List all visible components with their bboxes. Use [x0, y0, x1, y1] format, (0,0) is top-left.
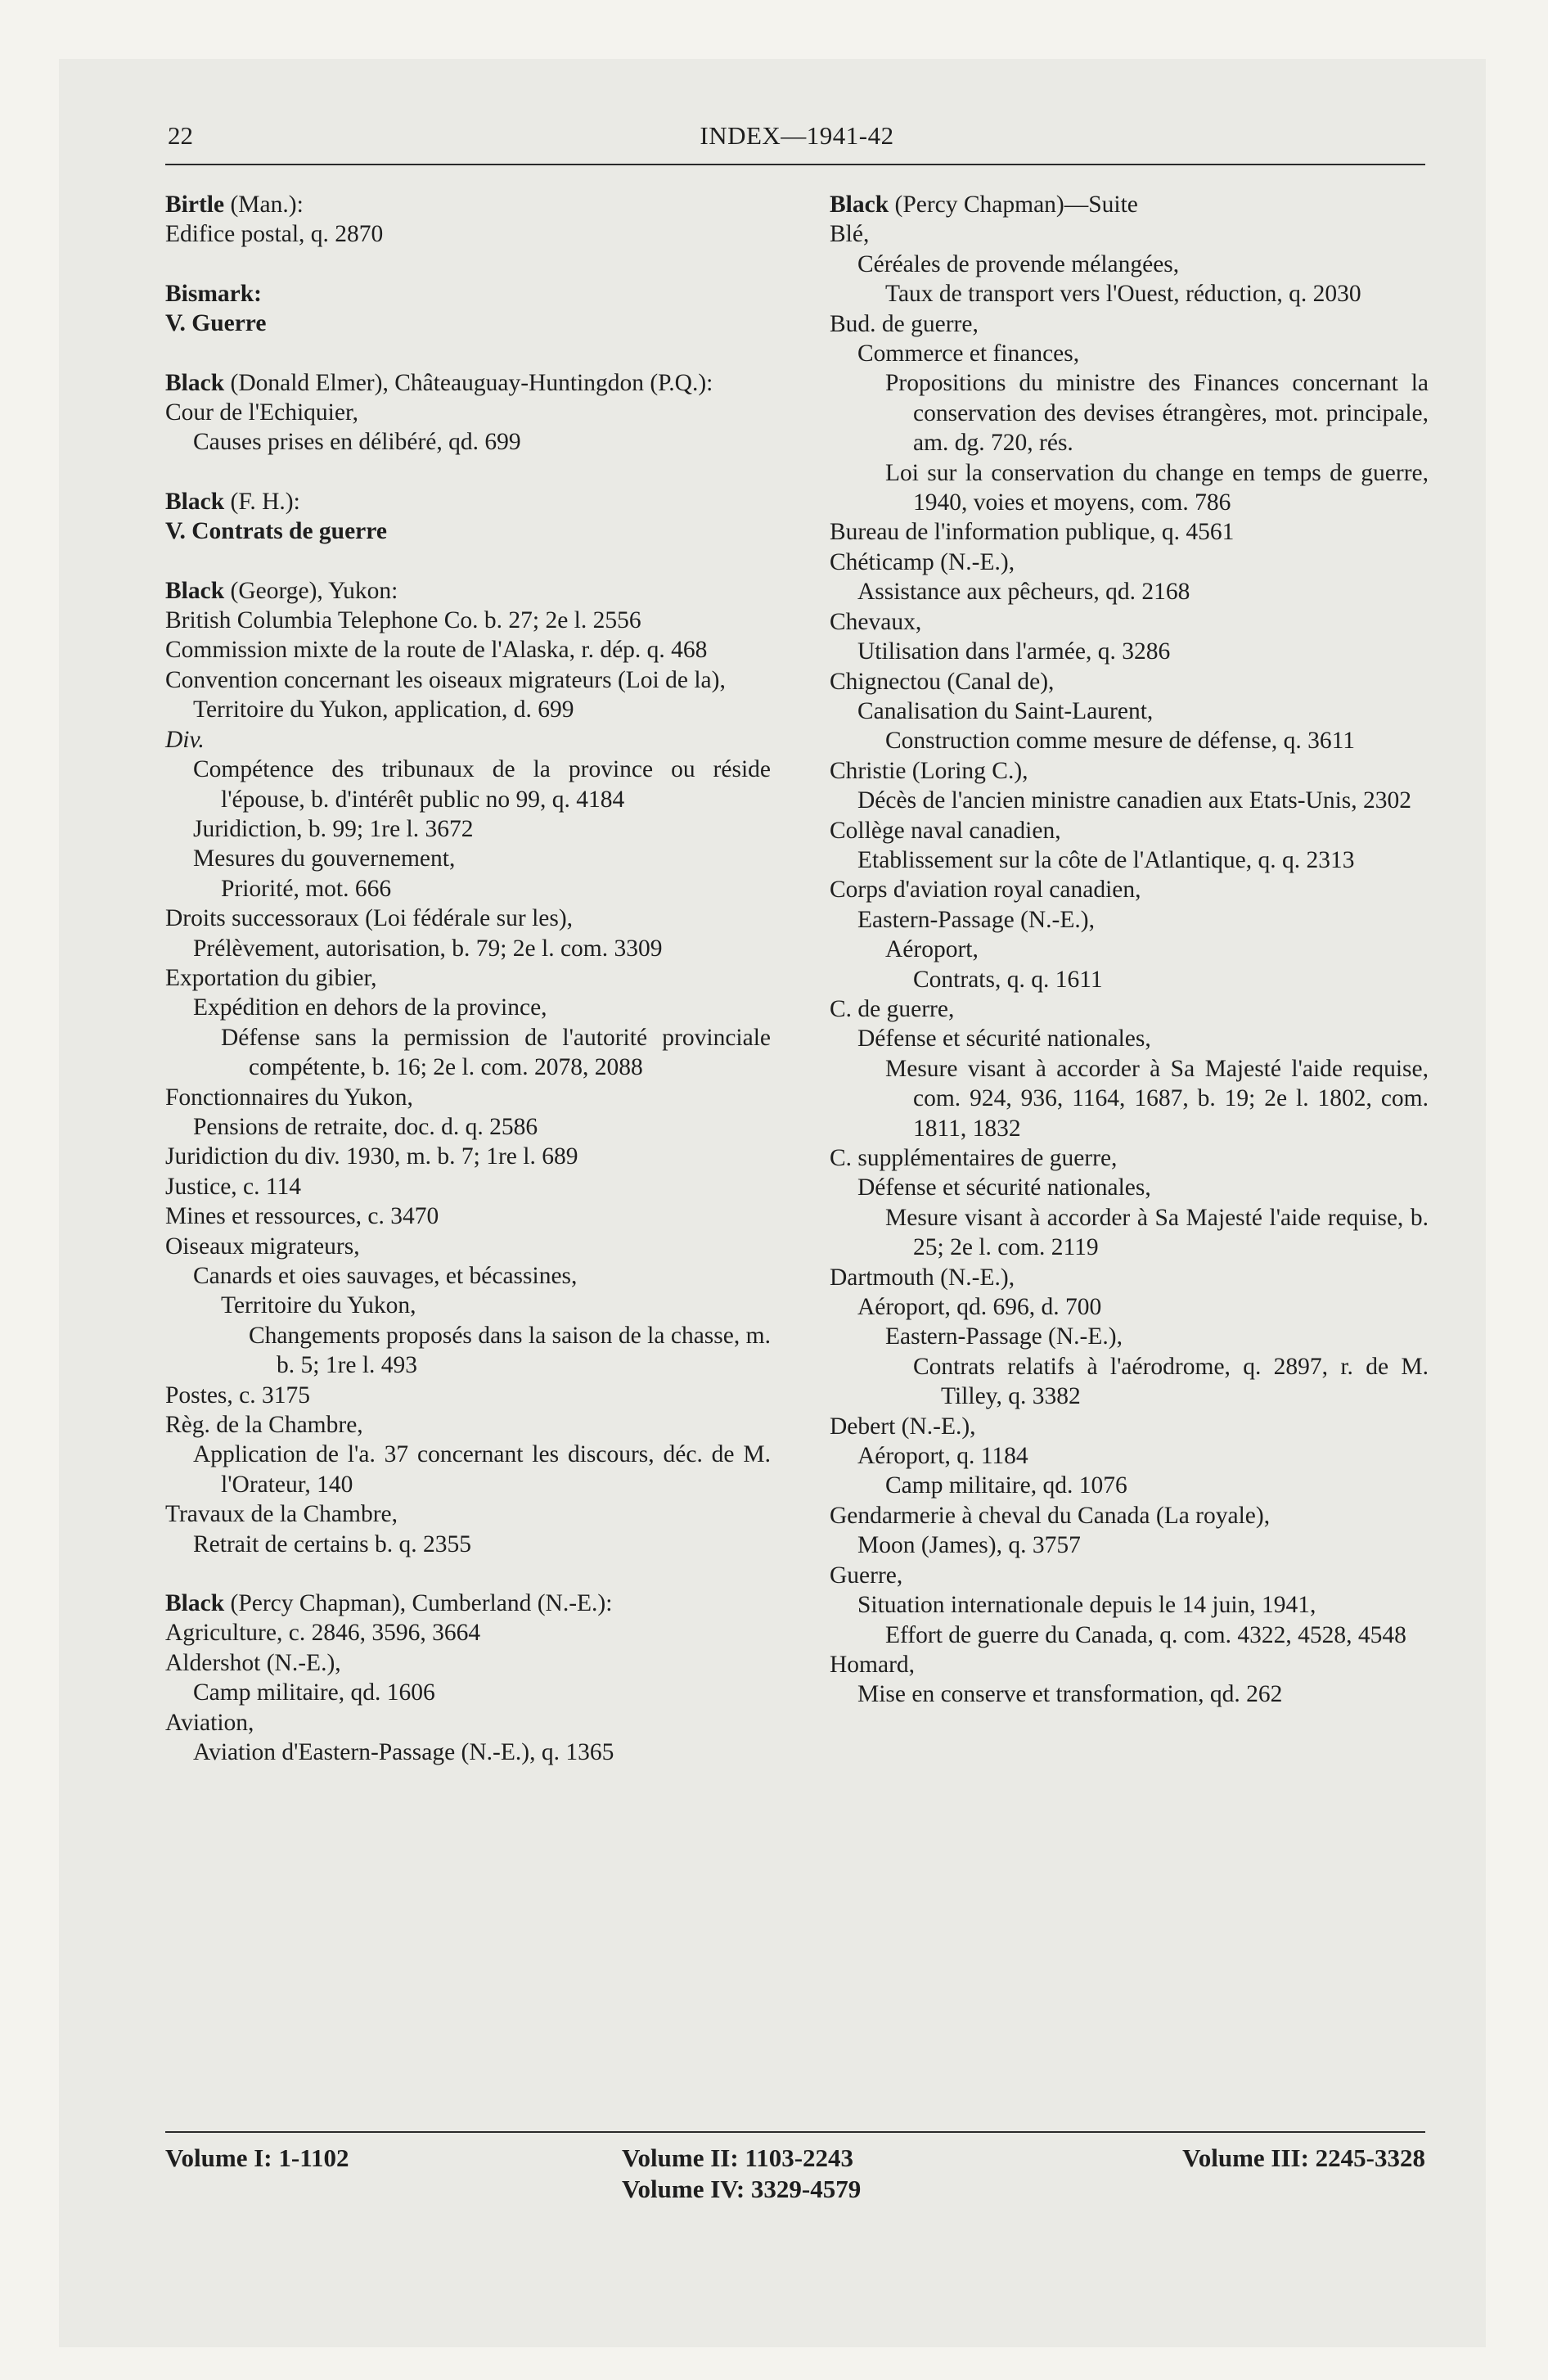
index-heading: Black (George), Yukon: [165, 577, 398, 604]
index-entry: Debert (N.-E.), [830, 1413, 976, 1440]
index-entry: Contrats relatifs à l'aérodrome, q. 2897, r. de M. Tilley, q. 3382 [913, 1353, 1429, 1410]
index-entry: Aviation, [165, 1709, 254, 1736]
index-entry: Eastern-Passage (N.-E.), [857, 906, 1095, 933]
index-entry: V. Contrats de guerre [165, 518, 387, 545]
footer-volumes-2-4 [622, 2143, 949, 2205]
index-entry: Bud. de guerre, [830, 310, 979, 337]
index-entry: British Columbia Telephone Co. b. 27; 2e l. 2556 [165, 607, 641, 634]
index-heading: Black (F. H.): [165, 488, 300, 515]
index-heading: Birtle (Man.): [165, 192, 304, 218]
index-entry: Mesures du gouvernement, [193, 845, 456, 872]
page-header [168, 115, 1426, 164]
index-entry: Collège naval canadien, [830, 817, 1061, 844]
index-entry: Cour de l'Echiquier, [165, 399, 358, 426]
index-entry: Aéroport, q. 1184 [857, 1443, 1028, 1470]
index-entry: V. Guerre [165, 310, 267, 337]
index-entry: Mesure visant à accorder à Sa Majesté l'aide requise, com. 924, 936, 1164, 1687, b. 19; 2e l. 1802, com. 1811, 1832 [885, 1055, 1429, 1142]
index-entry: Défense et sécurité nationales, [857, 1174, 1151, 1201]
index-entry: Aldershot (N.-E.), [165, 1649, 341, 1676]
index-entry: Exportation du gibier, [165, 964, 377, 991]
index-entry: Défense et sécurité nationales, [857, 1025, 1151, 1053]
heading-surname: Black [165, 369, 225, 396]
index-entry: Chéticamp (N.-E.), [830, 548, 1015, 575]
index-entry: Mines et ressources, c. 3470 [165, 1203, 439, 1230]
index-entry: Taux de transport vers l'Ouest, réduction, q. 2030 [885, 281, 1361, 308]
index-entry: Fonctionnaires du Yukon, [165, 1084, 413, 1111]
index-entry: Commerce et finances, [857, 340, 1080, 367]
index-entry: Camp militaire, qd. 1606 [193, 1679, 435, 1706]
entry-spacer [165, 547, 771, 576]
index-entry: Moon (James), q. 3757 [857, 1532, 1081, 1559]
index-entry: Changements proposés dans la saison de la chasse, m. b. 5; 1re l. 493 [249, 1322, 771, 1379]
index-entry: Corps d'aviation royal canadien, [830, 877, 1141, 904]
heading-surname: Black [830, 192, 889, 218]
entry-spacer [165, 458, 771, 487]
entry-spacer [165, 1559, 771, 1589]
index-entry: Retrait de certains b. q. 2355 [193, 1530, 471, 1557]
footer-volume-1: Volume I: 1-1102 [165, 2143, 349, 2172]
index-entry: Aviation d'Eastern-Passage (N.-E.), q. 1365 [193, 1739, 614, 1766]
index-entry: Mesure visant à accorder à Sa Majesté l'aide requise, b. 25; 2e l. com. 2119 [885, 1204, 1429, 1261]
index-entry: Eastern-Passage (N.-E.), [885, 1323, 1123, 1350]
index-entry: Céréales de provende mélangées, [857, 250, 1180, 277]
index-entry: Loi sur la conservation du change en temps de guerre, 1940, voies et moyens, com. 786 [885, 459, 1429, 516]
index-entry: Etablissement sur la côte de l'Atlantique, q. q. 2313 [857, 846, 1355, 873]
index-entry: Aéroport, qd. 696, d. 700 [857, 1294, 1102, 1321]
index-entry: Situation internationale depuis le 14 juin, 1941, [857, 1592, 1316, 1619]
index-entry: Propositions du ministre des Finances concernant la conservation des devises étrangères, mot. principale, am. dg. 720, rés. [885, 370, 1429, 457]
index-entry: Gendarmerie à cheval du Canada (La royale), [830, 1502, 1271, 1529]
index-entry: Aéroport, [885, 936, 979, 963]
page-number: 22 [168, 121, 193, 150]
index-entry: Effort de guerre du Canada, q. com. 4322, 4528, 4548 [885, 1621, 1406, 1648]
index-entry: Dartmouth (N.-E.), [830, 1264, 1015, 1291]
index-entry: Contrats, q. q. 1611 [913, 966, 1103, 993]
index-entry: Assistance aux pêcheurs, qd. 2168 [857, 579, 1190, 606]
index-heading: Black (Percy Chapman), Cumberland (N.-E.): [165, 1590, 613, 1617]
index-entry: Défense sans la permission de l'autorité provinciale compétente, b. 16; 2e l. com. 2078, 2088 [221, 1024, 771, 1081]
index-entry: Règ. de la Chambre, [165, 1412, 363, 1439]
index-entry: Chignectou (Canal de), [830, 668, 1055, 695]
index-entry: Compétence des tribunaux de la province ou réside l'épouse, b. d'intérêt public no 99, q. 4184 [193, 756, 771, 813]
index-entry: Canalisation du Saint-Laurent, [857, 697, 1154, 724]
heading-surname: Black [165, 577, 225, 604]
header-rule [165, 164, 1425, 165]
index-entry: Camp militaire, qd. 1076 [885, 1472, 1127, 1499]
index-entry: Décès de l'ancien ministre canadien aux Etats-Unis, 2302 [857, 787, 1412, 814]
index-entry: Mise en conserve et transformation, qd. 262 [857, 1681, 1283, 1708]
index-entry: C. supplémentaires de guerre, [830, 1145, 1118, 1171]
footer-volume-4: Volume IV: 3329-4579 [622, 2175, 862, 2203]
index-entry: Chevaux, [830, 608, 922, 635]
index-entry: Construction comme mesure de défense, q. 3611 [885, 728, 1356, 755]
index-entry: Blé, [830, 221, 870, 248]
index-entry: Canards et oies sauvages, et bécassines, [193, 1263, 578, 1289]
index-entry: Juridiction, b. 99; 1re l. 3672 [193, 815, 474, 842]
index-heading: Black (Percy Chapman)—Suite [830, 192, 1138, 218]
index-entry: Juridiction du div. 1930, m. b. 7; 1re l. 689 [165, 1143, 578, 1170]
index-entry: Christie (Loring C.), [830, 757, 1028, 784]
heading-surname: Birtle [165, 192, 225, 218]
index-entry: Homard, [830, 1651, 916, 1678]
index-entry: Div. [165, 726, 205, 753]
footer-volume-2: Volume II: 1103-2243 [622, 2143, 854, 2172]
index-entry: C. de guerre, [830, 995, 955, 1022]
index-entry: Convention concernant les oiseaux migrateurs (Loi de la), [165, 666, 726, 693]
index-entry: Bureau de l'information publique, q. 4561 [830, 519, 1235, 546]
page-title: INDEX—1941-42 [700, 121, 894, 150]
index-entry: Droits successoraux (Loi fédérale sur les), [165, 905, 574, 932]
index-entry: Bismark: [165, 280, 262, 307]
index-entry: Causes prises en délibéré, qd. 699 [193, 429, 521, 456]
index-entry: Expédition en dehors de la province, [193, 994, 547, 1021]
index-entry: Oiseaux migrateurs, [165, 1233, 360, 1260]
heading-surname: Black [165, 1590, 225, 1617]
index-entry: Edifice postal, q. 2870 [165, 221, 384, 248]
index-entry: Travaux de la Chambre, [165, 1501, 398, 1528]
index-entry: Prélèvement, autorisation, b. 79; 2e l. com. 3309 [193, 935, 663, 962]
footer-rule [165, 2131, 1425, 2133]
index-entry: Guerre, [830, 1562, 903, 1589]
index-entry: Priorité, mot. 666 [221, 875, 392, 902]
index-entry: Utilisation dans l'armée, q. 3286 [857, 638, 1171, 665]
index-entry: Application de l'a. 37 concernant les discours, déc. de M. l'Orateur, 140 [193, 1441, 771, 1498]
right-column [830, 190, 1429, 1710]
left-column [165, 190, 771, 1768]
heading-surname: Black [165, 488, 225, 515]
index-entry: Pensions de retraite, doc. d. q. 2586 [193, 1113, 538, 1140]
index-entry: Territoire du Yukon, [221, 1292, 416, 1319]
entry-spacer [165, 339, 771, 368]
index-entry: Commission mixte de la route de l'Alaska, r. dép. q. 468 [165, 637, 708, 664]
index-entry: Postes, c. 3175 [165, 1382, 310, 1409]
index-entry: Justice, c. 114 [165, 1173, 302, 1200]
index-entry: Agriculture, c. 2846, 3596, 3664 [165, 1620, 481, 1647]
index-heading: Black (Donald Elmer), Châteauguay-Huntingdon (P.Q.): [165, 369, 713, 396]
entry-spacer [165, 250, 771, 279]
footer-volume-3: Volume III: 2245-3328 [1182, 2143, 1425, 2172]
index-entry: Territoire du Yukon, application, d. 699 [193, 696, 574, 723]
